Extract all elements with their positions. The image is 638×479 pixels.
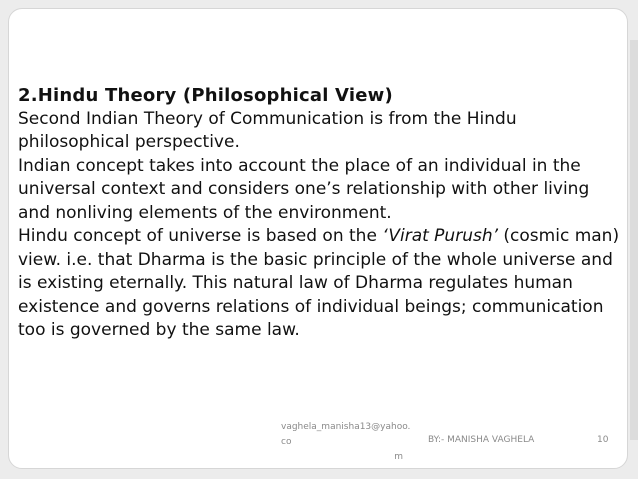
footer-email-line2: m bbox=[394, 452, 403, 462]
paragraph-1: Second Indian Theory of Communication is from the Hindu philosophical perspective. bbox=[18, 108, 517, 152]
slide-title: 2.Hindu Theory (Philosophical View) bbox=[18, 85, 393, 106]
slide-edge-shadow bbox=[630, 40, 638, 440]
virat-purush-term: ‘Virat Purush’ bbox=[382, 226, 499, 246]
slide-number: 10 bbox=[597, 435, 609, 445]
paragraph-2: Indian concept takes into account the place of an individual in the universal context and considers one’s relationship with other living and nonliving elements of the environment. bbox=[18, 155, 590, 223]
slide-content bbox=[18, 84, 626, 343]
footer-email-line1: vaghela_manisha13@yahoo.co bbox=[281, 422, 411, 447]
footer-author: BY:- MANISHA VAGHELA bbox=[428, 435, 535, 445]
paragraph-3-end: (cosmic man) view. i.e. that Dharma is the basic principle of the whole universe and is existing eternally. This natural law of Dharma regulates human existence and governs relations of individual beings; communication too is governed by the same law. bbox=[18, 226, 620, 340]
footer-email bbox=[281, 420, 411, 465]
slide-footer bbox=[0, 420, 638, 462]
paragraph-3-start: Hindu concept of universe is based on the bbox=[18, 226, 383, 246]
paragraph-3 bbox=[18, 225, 626, 343]
